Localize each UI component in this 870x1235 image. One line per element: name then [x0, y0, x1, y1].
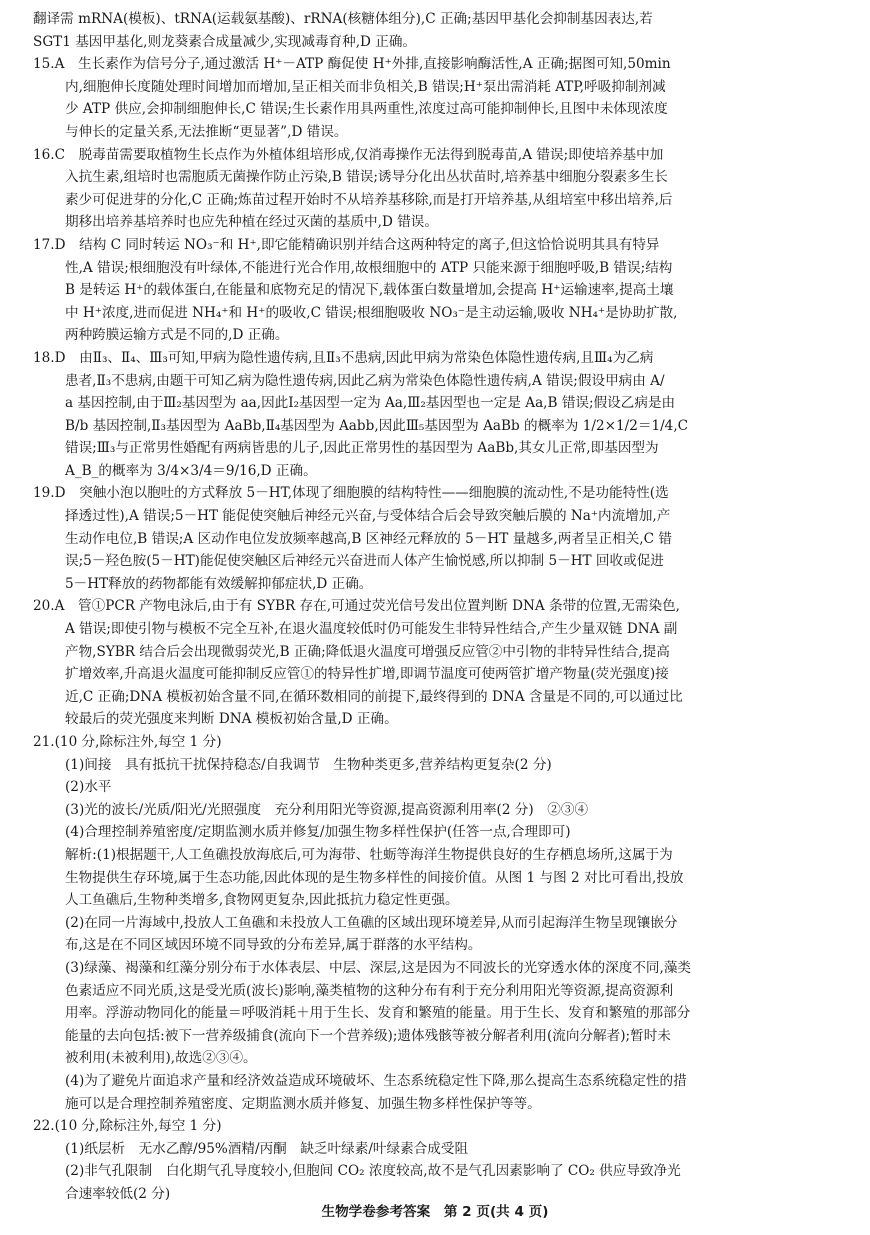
text-line: 性,A 错误;根细胞没有叶绿体,不能进行光合作用,故根细胞中的 ATP 只能来源于细胞呼吸,B 错误;结构 [65, 259, 673, 276]
text-line: (3)绿藻、褐藻和红藻分别分布于水体表层、中层、深层,这是因为不同波长的光穿透水体的深度不同,藻类 [65, 959, 692, 976]
text-line: (1)纸层析 无水乙醇/95%酒精/丙酮 缺乏叶绿素/叶绿素合成受阻 [65, 1140, 469, 1157]
text-line: 较最后的荧光强度来判断 DNA 模板初始含量,D 正确。 [65, 711, 398, 728]
text-line: 生物提供生存环境,属于生态功能,因此体现的是生物多样性的间接价值。从图 1 与图 2 对比可看出,投放 [65, 869, 684, 886]
text-line: 错误;Ⅲ₃与正常男性婚配有两病皆患的儿子,因此正常男性的基因型为 AaBb,其女儿正常,即基因型为 [65, 440, 659, 457]
text-line: 17.D 结构 C 同时转运 NO₃⁻和 H⁺,即它能精确识别并结合这两种特定的离子,但这恰恰说明其具有特异 [33, 236, 660, 253]
text-line: 15.A 生长素作为信号分子,通过激活 H⁺－ATP 酶促使 H⁺外排,直接影响酶活性,A 正确;据图可知,50min [33, 56, 671, 73]
text-line: (4)合理控制养殖密度/定期监测水质并修复/加强生物多样性保护(任答一点,合理即可) [65, 824, 571, 841]
text-line: 翻译需 mRNA(模板)、tRNA(运载氨基酸)、rRNA(核糖体组分),C 正确;基因甲基化会抑制基因表达,若 [33, 11, 653, 27]
text-line: 16.C 脱毒苗需要取植物生长点作为外植体组培形成,仅消毒操作无法得到脱毒苗,A 错误;即使培养基中加 [33, 146, 664, 163]
page-footer: 生物学卷参考答案 第 2 页(共 4 页) [321, 1204, 549, 1220]
text-line: 被利用(未被利用),故选②③④。 [65, 1050, 257, 1067]
text-line: 择透过性),A 错误;5－HT 能促使突触后神经元兴奋,与受体结合后会导致突触后膜的 Na⁺内流增加,产 [65, 508, 671, 525]
text-line: SGT1 基因甲基化,则龙葵素合成量减少,实现减毒育种,D 正确。 [33, 33, 417, 50]
text-line: A 错误;即使引物与模板不完全互补,在退火温度较低时仍可能发生非特异性结合,产生少量双链 DNA 副 [65, 621, 678, 638]
text-line: (4)为了避免片面追求产量和经济效益造成环境破坏、生态系统稳定性下降,那么提高生态系统稳定性的措 [65, 1072, 687, 1089]
text-line: 产物,SYBR 结合后会出现微弱荧光,B 正确;降低退火温度可增强反应管②中引物的非特异性结合,提高 [65, 643, 670, 660]
text-line: 解析:(1)根据题干,人工鱼礁投放海底后,可为海带、牡蛎等海洋生物提供良好的生存栖息场所,这属于为 [65, 846, 673, 863]
text-line: 患者,Ⅱ₃不患病,由题干可知乙病为隐性遗传病,因此乙病为常染色体隐性遗传病,A 错误;假设甲病由 A/ [65, 372, 665, 389]
text-line: (2)水平 [65, 779, 112, 796]
text-line: 近,C 正确;DNA 模板初始含量不同,在循环数相同的前提下,最终得到的 DNA 含量是不同的,可以通过比 [65, 688, 683, 705]
text-line: 中 H⁺浓度,进而促进 NH₄⁺和 H⁺的吸收,C 错误;根细胞吸收 NO₃⁻是主动运输,吸收 NH₄⁺是协助扩散, [65, 304, 678, 321]
text-line: 用率。浮游动物同化的能量＝呼吸消耗＋用于生长、发育和繁殖的能量。用于生长、发育和繁殖的那部分 [65, 1005, 691, 1022]
text-line: (3)光的波长/光质/阳光/光照强度 充分利用阳光等资源,提高资源利用率(2 分) ②③④ [65, 801, 589, 818]
text-line: 入抗生素,组培时也需胞质无菌操作防止污染,B 错误;诱导分化出丛状苗时,培养基中细胞分裂素多生长 [65, 169, 668, 186]
text-line: 期移出培养基培养时也应先种植在经过灭菌的基质中,D 错误。 [65, 214, 438, 231]
text-line: 能量的去向包括:被下一营养级捕食(流向下一个营养级);遗体残骸等被分解者利用(流向分解者);暂时未 [65, 1027, 671, 1044]
text-line: a 基因控制,由于Ⅲ₂基因型为 aa,因此Ⅰ₂基因型一定为 Aa,Ⅲ₂基因型也一定是 Aa,B 错误;假设乙病是由 [65, 395, 676, 412]
text-line: 合速率较低(2 分) [65, 1185, 171, 1202]
text-line: 5－HT释放的药物都能有效缓解抑郁症状,D 正确。 [65, 575, 373, 592]
text-line: 人工鱼礁后,生物种类增多,食物网更复杂,因此抵抗力稳定性更强。 [65, 892, 459, 909]
text-line: A_B_的概率为 3/4×3/4＝9/16,D 正确。 [65, 462, 317, 479]
text-line: 少 ATP 供应,会抑制细胞伸长,C 错误;生长素作用具两重性,浓度过高可能抑制伸长,且图中未体现浓度 [65, 101, 668, 118]
text-line: 22.(10 分,除标注外,每空 1 分) [33, 1118, 222, 1135]
text-line: 生动作电位,B 错误;A 区动作电位发放频率越高,B 区神经元释放的 5－HT 量越多,两者呈正相关,C 错 [65, 530, 672, 547]
text-line: B 是转运 H⁺的载体蛋白,在能量和底物充足的情况下,载体蛋白数量增加,会提高 H⁺运输速率,提高土壤 [65, 282, 674, 299]
text-line: 色素适应不同光质,这是受光质(波长)影响,藻类植物的这种分布有利于充分利用阳光等资源,提高资源利 [65, 982, 674, 999]
text-line: 21.(10 分,除标注外,每空 1 分) [33, 734, 222, 750]
text-line: 两种跨膜运输方式是不同的,D 正确。 [65, 327, 289, 344]
text-line: 19.D 突触小泡以胞吐的方式释放 5－HT,体现了细胞膜的结构特性——细胞膜的流动性,不是功能特性(选 [33, 485, 669, 502]
text-line: 误;5－羟色胺(5－HT)能促使突触区后神经元兴奋进而人体产生愉悦感,所以抑制 5－HT 回收或促进 [65, 553, 664, 570]
answer-key-text [33, 8, 841, 1205]
text-line: 18.D 由Ⅱ₃、Ⅱ₄、Ⅲ₃可知,甲病为隐性遗传病,且Ⅱ₃不患病,因此甲病为常染色体隐性遗传病,且Ⅲ₄为乙病 [33, 349, 654, 366]
text-line: B/b 基因控制,Ⅱ₃基因型为 AaBb,Ⅱ₄基因型为 Aabb,因此Ⅲ₅基因型为 AaBb 的概率为 1/2×1/2＝1/4,C [65, 417, 689, 434]
text-line: 20.A 管①PCR 产物电泳后,由于有 SYBR 存在,可通过荧光信号发出位置判断 DNA 条带的位置,无需染色, [33, 598, 681, 615]
text-line: 素少可促进芽的分化,C 正确;炼苗过程开始时不从培养基移除,而是打开培养基,从组培室中移出培养,后 [65, 191, 673, 208]
text-line: 内,细胞伸长度随处理时间增加而增加,呈正相关而非负相关,B 错误;H⁺泵出需消耗 ATP,呼吸抑制剂减 [65, 78, 666, 95]
text-line: 扩增效率,升高退火温度可能抑制反应管①的特异性扩增,即调节温度可使两管扩增产物量(荧光强度)接 [65, 666, 669, 683]
text-line: 与伸长的定量关系,无法推断“更显著”,D 错误。 [65, 123, 348, 140]
text-line: (2)非气孔限制 白化期气孔导度较小,但胞间 CO₂ 浓度较高,故不是气孔因素影响了 CO₂ 供应导致净光 [65, 1163, 681, 1180]
text-line: 布,这是在不同区域因环境不同导致的分布差异,属于群落的水平结构。 [65, 937, 482, 954]
text-line: (1)间接 具有抵抗干扰保持稳态/自我调节 生物种类更多,营养结构更复杂(2 分) [65, 756, 552, 773]
text-line: 施可以是合理控制养殖密度、定期监测水质并修复、加强生物多样性保护等等。 [65, 1095, 541, 1112]
text-line: (2)在同一片海域中,投放人工鱼礁和未投放人工鱼礁的区域出现环境差异,从而引起海洋生物呈现镶嵌分 [65, 914, 678, 931]
